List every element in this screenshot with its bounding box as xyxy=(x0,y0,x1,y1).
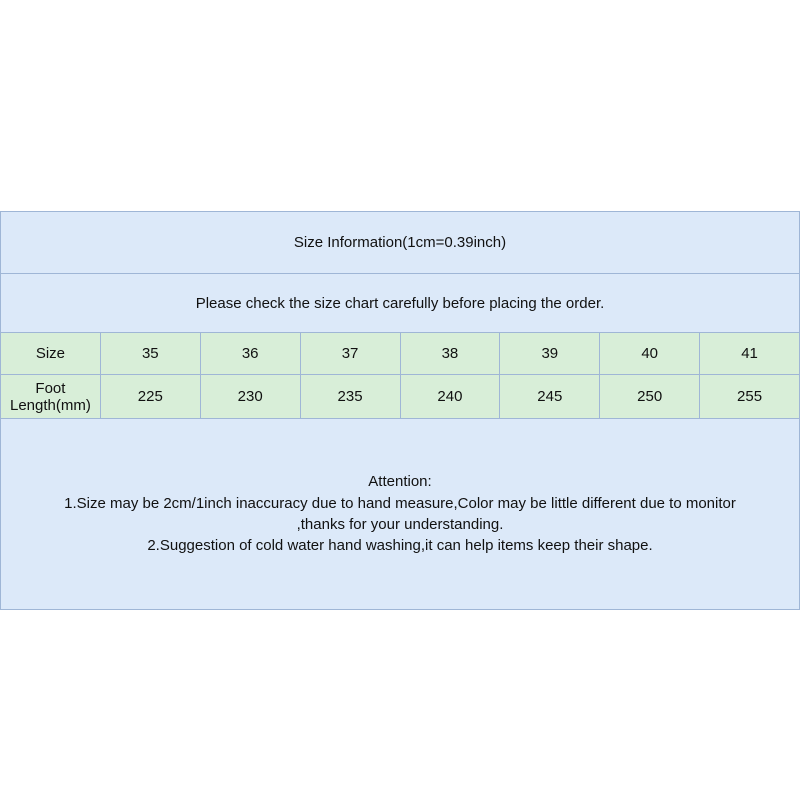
foot-length-cell-35: 225 xyxy=(100,375,200,419)
chart-title: Size Information(1cm=0.39inch) xyxy=(1,212,800,274)
table-row-size-header xyxy=(1,333,800,375)
foot-length-cell-41: 255 xyxy=(700,375,800,419)
attention-line-2: ,thanks for your understanding. xyxy=(296,516,504,533)
size-cell-40: 40 xyxy=(600,333,700,375)
attention-line-3: 2.Suggestion of cold water hand washing,it can help items keep their shape. xyxy=(147,537,653,555)
size-cell-35: 35 xyxy=(100,333,200,375)
table-row-subtitle xyxy=(1,274,800,333)
size-chart-sheet xyxy=(0,211,800,610)
table-row-attention xyxy=(1,419,800,610)
column-header-size: Size xyxy=(1,333,101,375)
attention-line-1: 1.Size may be 2cm/1inch inaccuracy due to hand measure,Color may be little different due to monitor xyxy=(64,494,736,512)
size-cell-41: 41 xyxy=(700,333,800,375)
foot-length-cell-38: 240 xyxy=(400,375,500,419)
size-cell-37: 37 xyxy=(300,333,400,375)
size-cell-39: 39 xyxy=(500,333,600,375)
table-row-foot-length xyxy=(1,375,800,419)
table-row-title xyxy=(1,212,800,274)
attention-notes xyxy=(1,419,800,610)
size-information-table xyxy=(0,211,800,610)
foot-length-cell-37: 235 xyxy=(300,375,400,419)
chart-subtitle: Please check the size chart carefully before placing the order. xyxy=(1,274,800,333)
row-header-foot-length: Foot Length(mm) xyxy=(1,375,101,419)
foot-length-cell-39: 245 xyxy=(500,375,600,419)
attention-heading: Attention: xyxy=(368,473,432,491)
size-cell-36: 36 xyxy=(200,333,300,375)
foot-length-cell-36: 230 xyxy=(200,375,300,419)
foot-length-cell-40: 250 xyxy=(600,375,700,419)
size-cell-38: 38 xyxy=(400,333,500,375)
